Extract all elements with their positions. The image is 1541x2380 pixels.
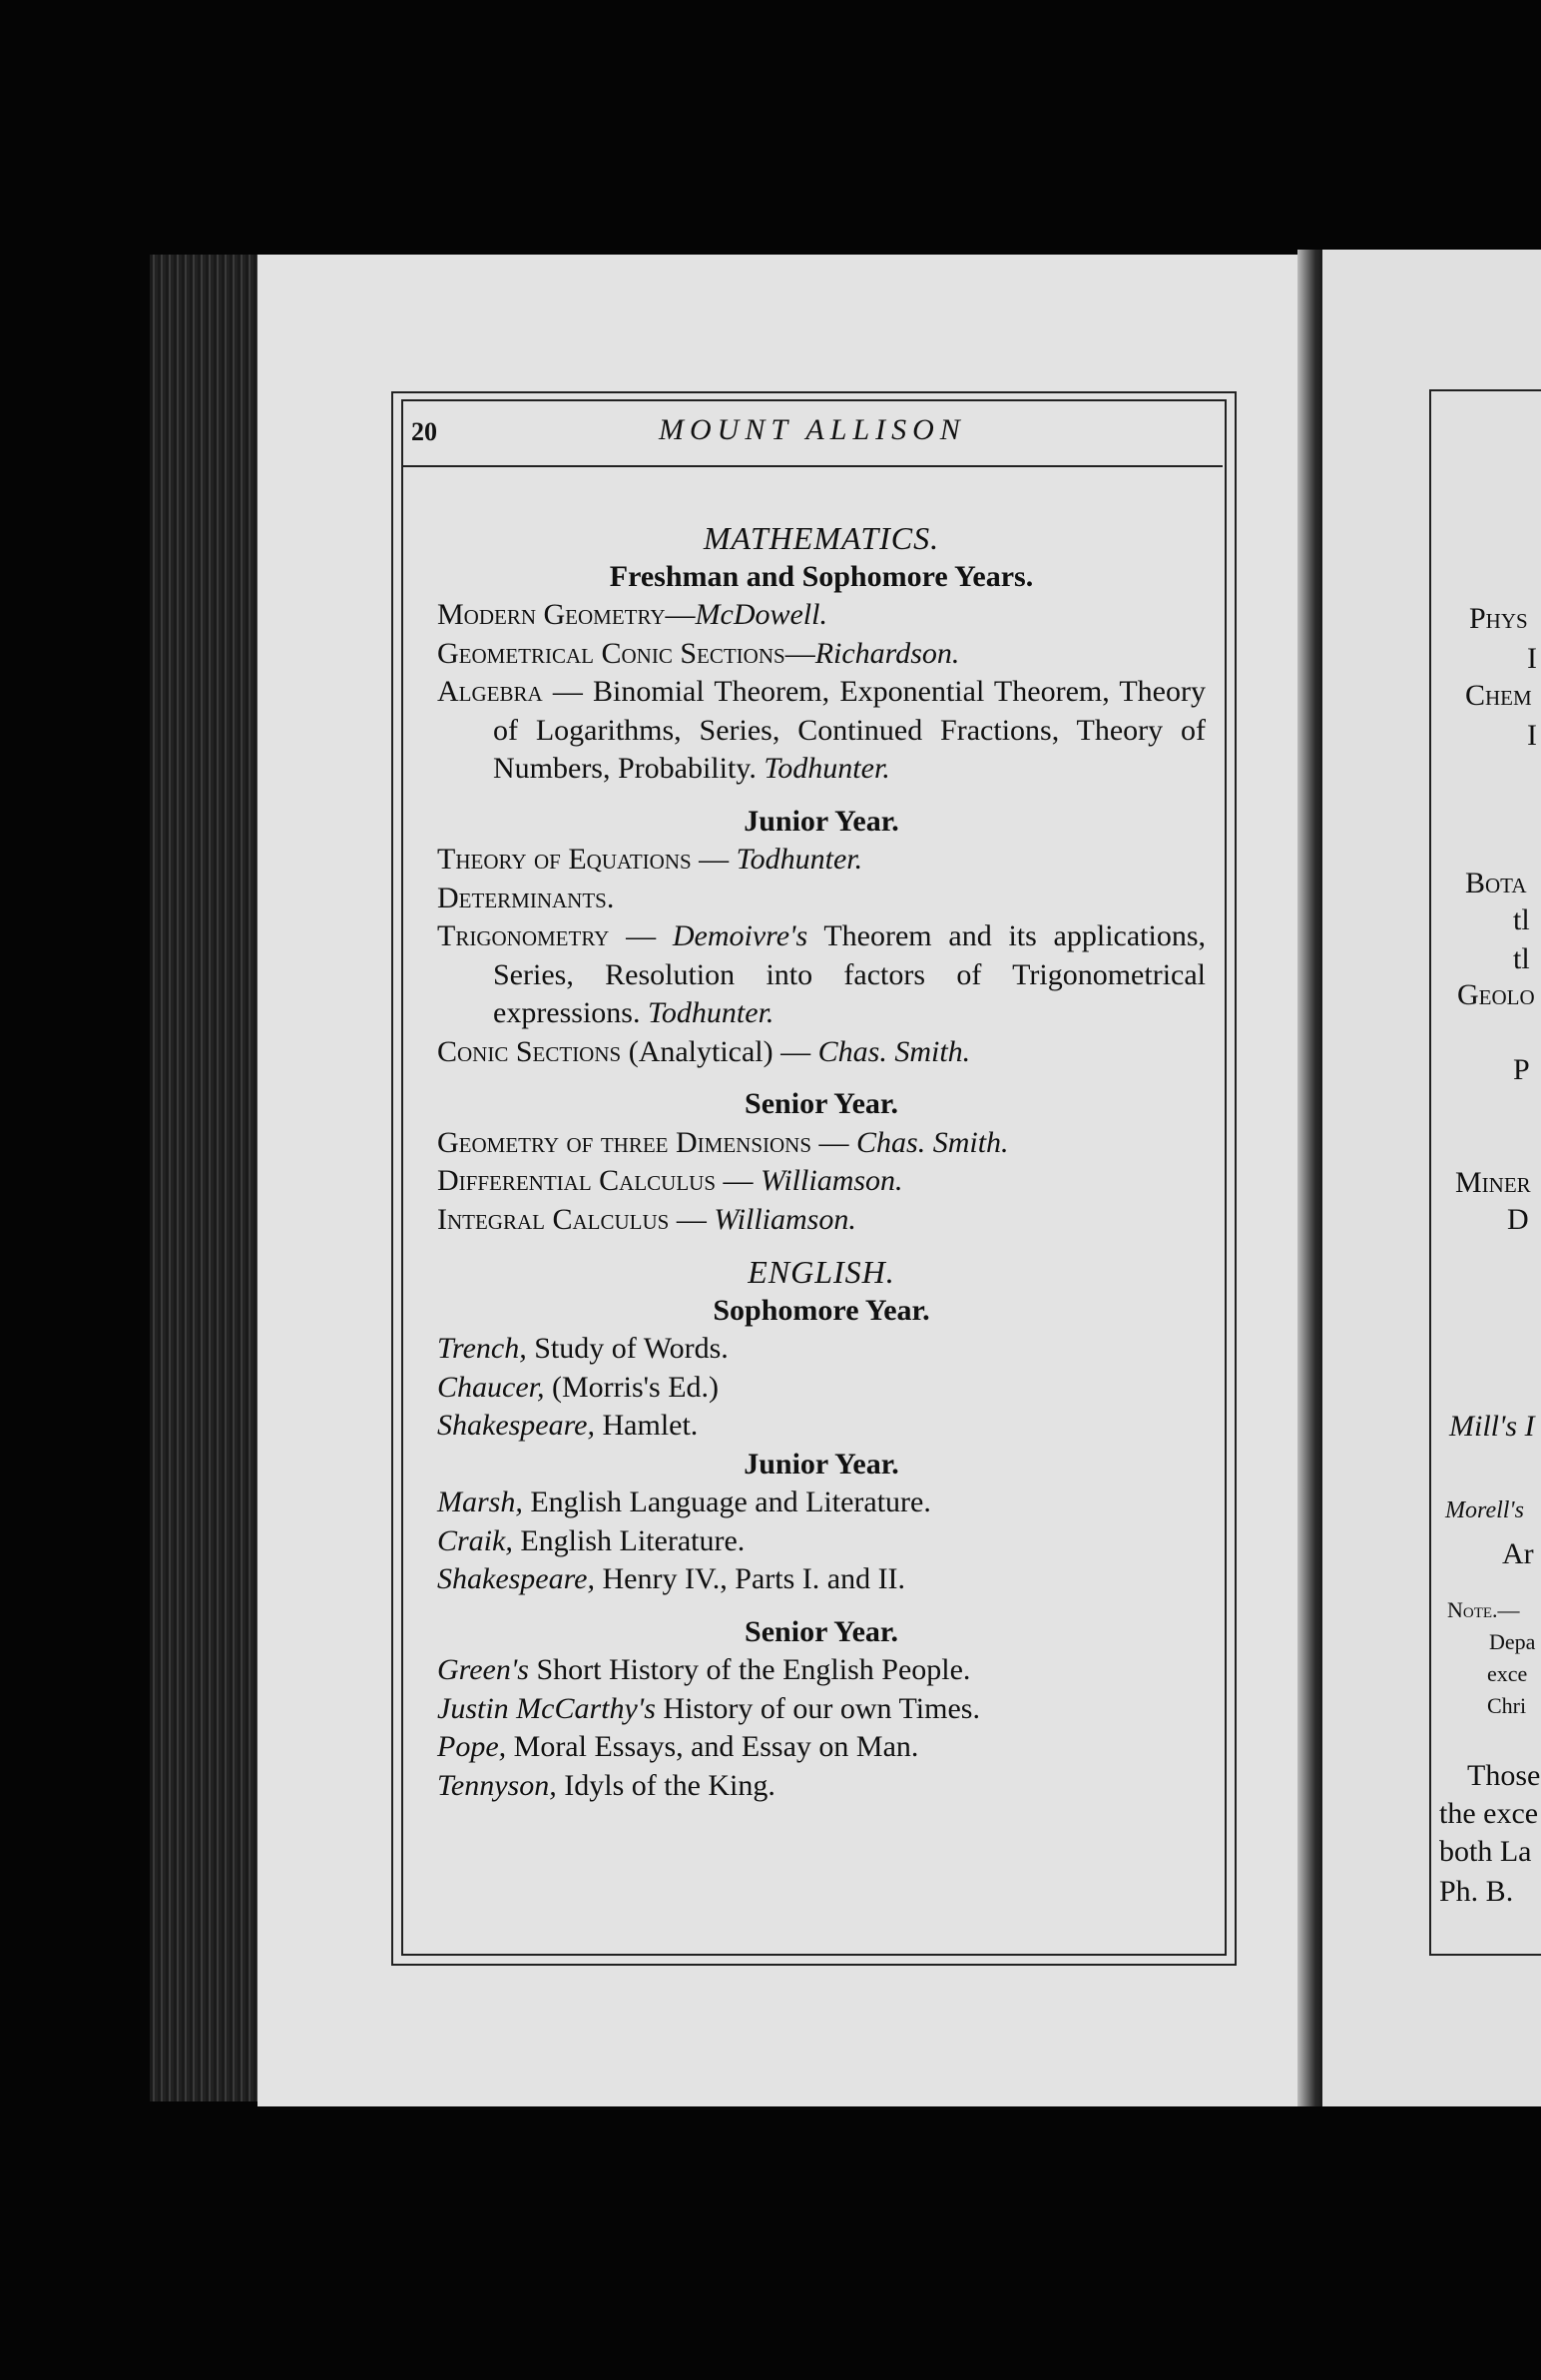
right-fragment: exce [1487,1661,1528,1686]
heading-junior-english: Junior Year. [744,1447,899,1481]
heading-senior-english: Senior Year. [745,1614,898,1648]
reading-entry: Chaucer, (Morris's Ed.) [437,1370,720,1404]
page-content [437,519,1206,1805]
right-fragment: D [1507,1203,1529,1236]
right-fragment: I [1527,642,1537,675]
reading-entry: Marsh, English Language and Literature. [437,1486,931,1518]
course-entry: Modern Geometry—McDowell. [437,598,827,631]
header-rule [401,465,1223,467]
right-fragment: Note.— [1447,1597,1520,1622]
course-entry: Geometrical Conic Sections—Richardson. [437,636,960,670]
running-title: MOUNT ALLISON [659,413,966,446]
course-entry: Geometry of three Dimensions — Chas. Smith. [437,1125,1009,1159]
right-fragment: Mill's I [1449,1410,1535,1443]
heading-sophomore-english: Sophomore Year. [713,1293,930,1327]
right-fragment: tl [1513,903,1530,936]
reading-entry: Craik, English Literature. [437,1523,746,1557]
right-fragment: P [1513,1053,1530,1086]
book-page-edges [150,255,259,2101]
right-fragment: Chri [1487,1693,1527,1718]
course-entry: Conic Sections (Analytical) — Chas. Smith. [437,1034,971,1068]
reading-entry: Justin McCarthy's History of our own Times. [437,1691,980,1725]
section-title-mathematics: MATHEMATICS. [703,520,940,556]
reading-entry: Shakespeare, Hamlet. [437,1409,699,1442]
course-entry: Integral Calculus — Williamson. [437,1202,856,1236]
right-fragment: Geolo [1457,978,1535,1011]
heading-junior-mathematics: Junior Year. [744,804,899,838]
reading-entry: Shakespeare, Henry IV., Parts I. and II. [437,1562,906,1595]
heading-senior-mathematics: Senior Year. [745,1087,898,1120]
course-entry: Differential Calculus — Williamson. [437,1164,903,1197]
right-fragment: Miner [1455,1166,1531,1199]
right-fragment: I [1527,719,1537,752]
heading-freshman-sophomore: Freshman and Sophomore Years. [609,559,1034,593]
right-fragment: Ar [1502,1537,1534,1570]
right-fragment: Depa [1489,1629,1536,1654]
right-fragment: tl [1513,942,1530,975]
right-fragment: Those [1467,1759,1541,1792]
right-fragment: Bota [1465,867,1527,899]
course-entry: Theory of Equations — Todhunter. [437,843,863,876]
reading-entry: Trench, Study of Words. [437,1332,729,1365]
right-fragment: the exce [1439,1797,1539,1830]
reading-entry: Tennyson, Idyls of the King. [437,1768,775,1802]
section-title-english: ENGLISH. [748,1254,895,1290]
reading-entry: Pope, Moral Essays, and Essay on Man. [437,1730,919,1763]
right-fragment: Phys [1469,602,1528,635]
reading-entry: Green's Short History of the English People. [437,1653,971,1686]
right-fragment: Ph. B. [1439,1875,1514,1908]
course-entry: Determinants. [437,881,615,914]
right-fragment: both La [1439,1835,1532,1868]
course-entry: Algebra — Binomial Theorem, Exponential Theorem, Theory of Logarithms, Series, Continued Fractions, Theory of Numbers, Probability. Todhunter. [437,675,1206,785]
course-entry: Trigonometry — Demoivre's Theorem and its applications, Series, Resolution into factors of Trigonometrical expressions. Todhunter. [437,919,1207,1029]
right-fragment: Morell's [1445,1497,1524,1523]
page-number: 20 [411,417,437,446]
right-fragment: Chem [1465,679,1532,712]
